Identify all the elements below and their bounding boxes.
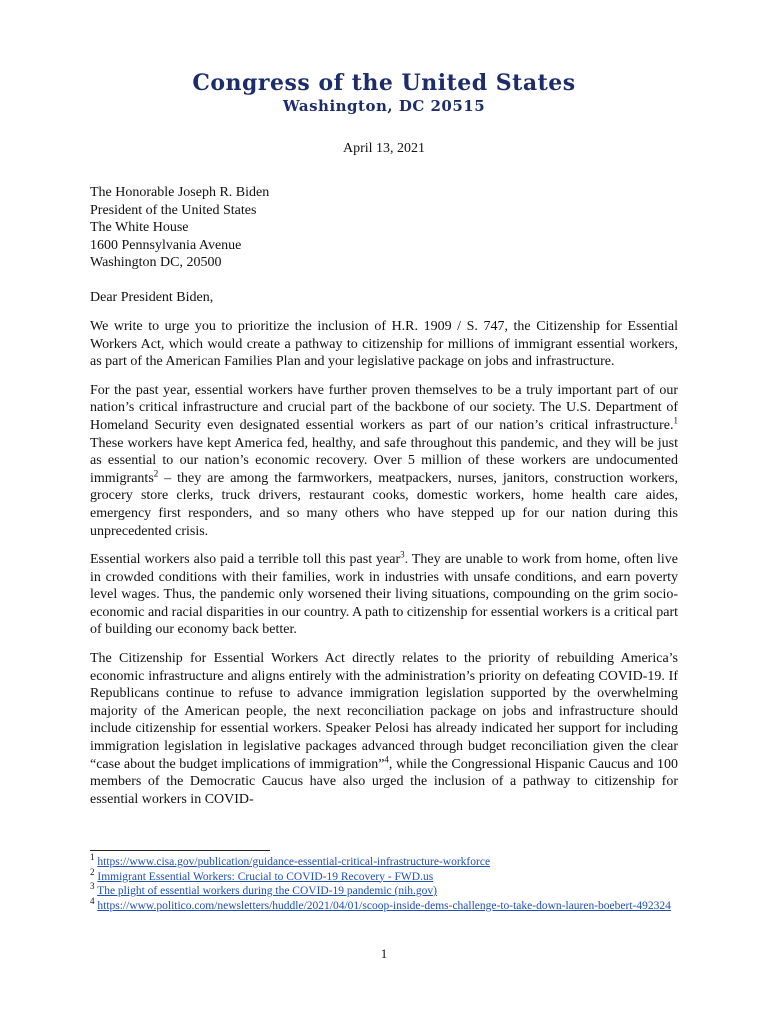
letter-date: April 13, 2021 xyxy=(342,141,426,156)
address-line: 1600 Pennsylvania Avenue xyxy=(90,237,242,253)
letterhead-title: Congress of the United States xyxy=(192,70,576,96)
footnote-divider xyxy=(90,850,270,851)
footnotes xyxy=(90,852,680,913)
recipient-address xyxy=(90,184,678,272)
paragraph-text: We write to urge you to prioritize the inclusion of H.R. 1909 / S. 747, the Citizenship for Essential Workers Act, which would create a pathway to citizenship for millions of immigrant essential workers, as part of the American Families Plan and your legislative package on jobs and infrastructure. xyxy=(90,318,678,370)
paragraph-text: . They are unable to work from home, often live in crowded conditions with their families, work in industries with unsafe conditions, and earn poverty level wages. Thus, the pandemic only worsened their living situations, compounding on the grim socio-economic and racial disparities in our country. A path to citizenship for essential workers is a critical part of building our economy back better. xyxy=(90,552,678,638)
footnote-ref-2[interactable]: 2 xyxy=(153,468,159,479)
address-line: The White House xyxy=(90,220,189,236)
paragraph-4 xyxy=(90,650,678,808)
paragraph-text: , while the Congressional Hispanic Caucus and 100 members of the Democratic Caucus have also urged the inclusion of a pathway to citizenship for essential workers in COVID- xyxy=(90,756,678,807)
footnote-4 xyxy=(90,895,680,914)
paragraph-text: – they are among the farmworkers, meatpackers, nurses, janitors, construction workers, grocery store clerks, truck drivers, restaurant cooks, domestic workers, home health care aides, emergency first responders, and so many others who have stepped up for our nation during this unprecedented crisis. xyxy=(90,470,678,539)
footnote-link[interactable]: Immigrant Essential Workers: Crucial to COVID-19 Recovery - FWD.us xyxy=(97,870,434,883)
footnote-ref-1[interactable]: 1 xyxy=(673,415,678,426)
footnote-ref-4[interactable]: 4 xyxy=(384,753,389,764)
letterhead-address: Washington, DC 20515 xyxy=(282,97,486,115)
address-line: Washington DC, 20500 xyxy=(90,255,222,271)
footnote-2 xyxy=(90,866,680,885)
footnote-link[interactable]: The plight of essential workers during the COVID-19 pandemic (nih.gov) xyxy=(97,885,437,897)
footnote-number: 2 xyxy=(90,866,95,877)
footnote-link[interactable]: https://www.politico.com/newsletters/huddle/2021/04/01/scoop-inside-dems-challenge-to-take-down-lauren-boebert-492324 xyxy=(97,899,671,912)
paragraph-2 xyxy=(90,382,678,540)
paragraph-1 xyxy=(90,318,678,371)
address-line: President of the United States xyxy=(90,202,257,218)
paragraph-text: These workers have kept America fed, healthy, and safe throughout this pandemic, and they will be just as essential to our nation’s economic recovery. Over 5 million of these workers are undocumented immigrants xyxy=(90,435,678,486)
footnote-1 xyxy=(90,852,680,870)
page-number: 1 xyxy=(380,946,388,961)
footnote-link[interactable]: https://www.cisa.gov/publication/guidance-essential-critical-infrastructure-workforce xyxy=(97,856,491,868)
paragraph-text: Essential workers also paid a terrible toll this past year xyxy=(90,552,401,568)
footnote-number: 4 xyxy=(90,895,95,906)
footnote-ref-3[interactable]: 3 xyxy=(400,549,405,560)
paragraph-text: For the past year, essential workers have further proven themselves to be a truly important part of our nation’s critical infrastructure and crucial part of the backbone of our society. The U.S. Department of Homeland Security even designated essential workers as part of our nation’s critical infrastructure. xyxy=(90,382,678,433)
footnote-3 xyxy=(90,881,680,899)
paragraph-3 xyxy=(90,551,678,639)
footnote-number: 1 xyxy=(90,852,95,863)
footnote-number: 3 xyxy=(90,881,95,892)
salutation: Dear President Biden, xyxy=(90,289,214,305)
letterhead xyxy=(90,0,678,116)
paragraph-text: The Citizenship for Essential Workers Act directly relates to the priority of rebuilding America’s economic infrastructure and aligns entirely with the administration’s priority on defeating COVID-19. If Republicans continue to refuse to advance immigration legislation supported by the overwhelming majority of the American people, the next reconciliation package on jobs and infrastructure should include citizenship for essential workers. Speaker Pelosi has already indicated her support for including immigration legislation in legislative packages advanced through budget reconciliation given the clear “case about the budget implications of immigration” xyxy=(90,651,678,772)
address-line: The Honorable Joseph R. Biden xyxy=(90,185,270,200)
